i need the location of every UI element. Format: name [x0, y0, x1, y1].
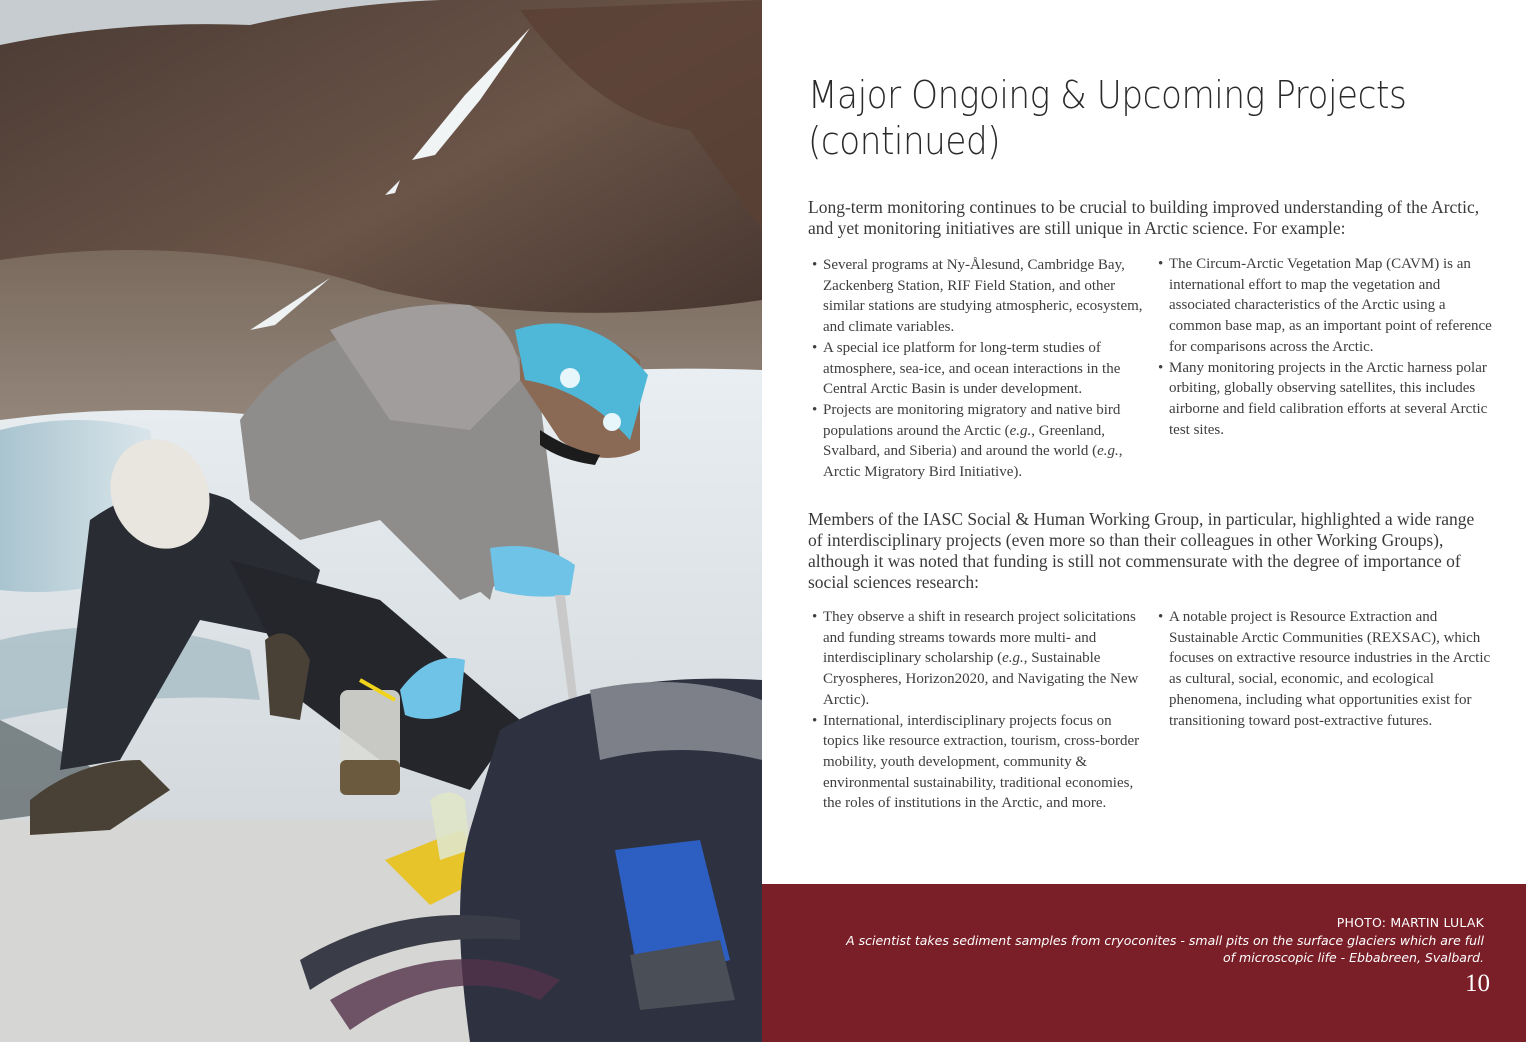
list-item: • They observe a shift in research project solicitations and funding streams towards more multi- and interdisciplinary scholarship (e.g., Sustainable Cryospheres, Horizon2020, and Navigating the New Arctic).: [808, 607, 1143, 711]
monitoring-intro: Long-term monitoring continues to be crucial to building improved understanding of the Arctic, and yet monitoring initiatives are still unique in Arctic science. For example:: [808, 197, 1480, 238]
social-list-right: [1154, 607, 1494, 731]
list-item: • The Circum-Arctic Vegetation Map (CAVM) is an international effort to map the vegetation and associated characteristics of the Arctic using a common base map, as an important point of reference for comparisons across the Arctic.: [1154, 254, 1494, 358]
photo-credit: PHOTO: MARTIN LULAK: [1336, 915, 1484, 930]
social-intro: Members of the IASC Social & Human Working Group, in particular, highlighted a wide range of interdisciplinary projects (even more so than their colleagues in other Working Groups), although it was noted that funding is still not commensurate with the degree of importance of social sciences research:: [808, 509, 1475, 592]
caption-band: [762, 884, 1526, 1042]
title-line-1: Major Ongoing & Upcoming Projects: [808, 73, 1407, 117]
page-title: [808, 72, 1438, 164]
list-item: • International, interdisciplinary projects focus on topics like resource extraction, tourism, cross-border mobility, youth development, community & environmental sustainability, traditional economies, the roles of institutions in the Arctic, and more.: [808, 711, 1143, 815]
social-list-left: [808, 607, 1143, 814]
list-item: • Many monitoring projects in the Arctic harness polar orbiting, globally observing satellites, this includes airborne and field calibration efforts at several Arctic test sites.: [1154, 358, 1494, 441]
monitoring-list-left: [808, 255, 1143, 483]
photo-caption: A scientist takes sediment samples from cryoconites - small pits on the surface glaciers which are full of microscopic life - Ebbabreen, Svalbard.: [846, 933, 1484, 965]
monitoring-list-right: [1154, 254, 1494, 440]
list-item: • A special ice platform for long-term studies of atmosphere, sea-ice, and ocean interactions in the Central Arctic Basin is under development.: [808, 338, 1143, 400]
field-photo: [0, 0, 762, 1042]
text-page: [762, 0, 1526, 884]
list-item: • Several programs at Ny-Ålesund, Cambridge Bay, Zackenberg Station, RIF Field Station, and other similar stations are studying atmospheric, ecosystem, and climate variables.: [808, 255, 1143, 338]
list-item: • A notable project is Resource Extraction and Sustainable Arctic Communities (REXSAC), which focuses on extractive resource industries in the Arctic as cultural, social, economic, and ecological phenomena, including what opportunities exist for transitioning toward post-extractive futures.: [1154, 607, 1494, 731]
page-number: 10: [1465, 970, 1490, 997]
title-line-2: (continued): [808, 119, 1001, 163]
list-item: • Projects are monitoring migratory and native bird populations around the Arctic (e.g., Greenland, Svalbard, and Siberia) and around the world (e.g., Arctic Migratory Bird Initiative).: [808, 400, 1143, 483]
